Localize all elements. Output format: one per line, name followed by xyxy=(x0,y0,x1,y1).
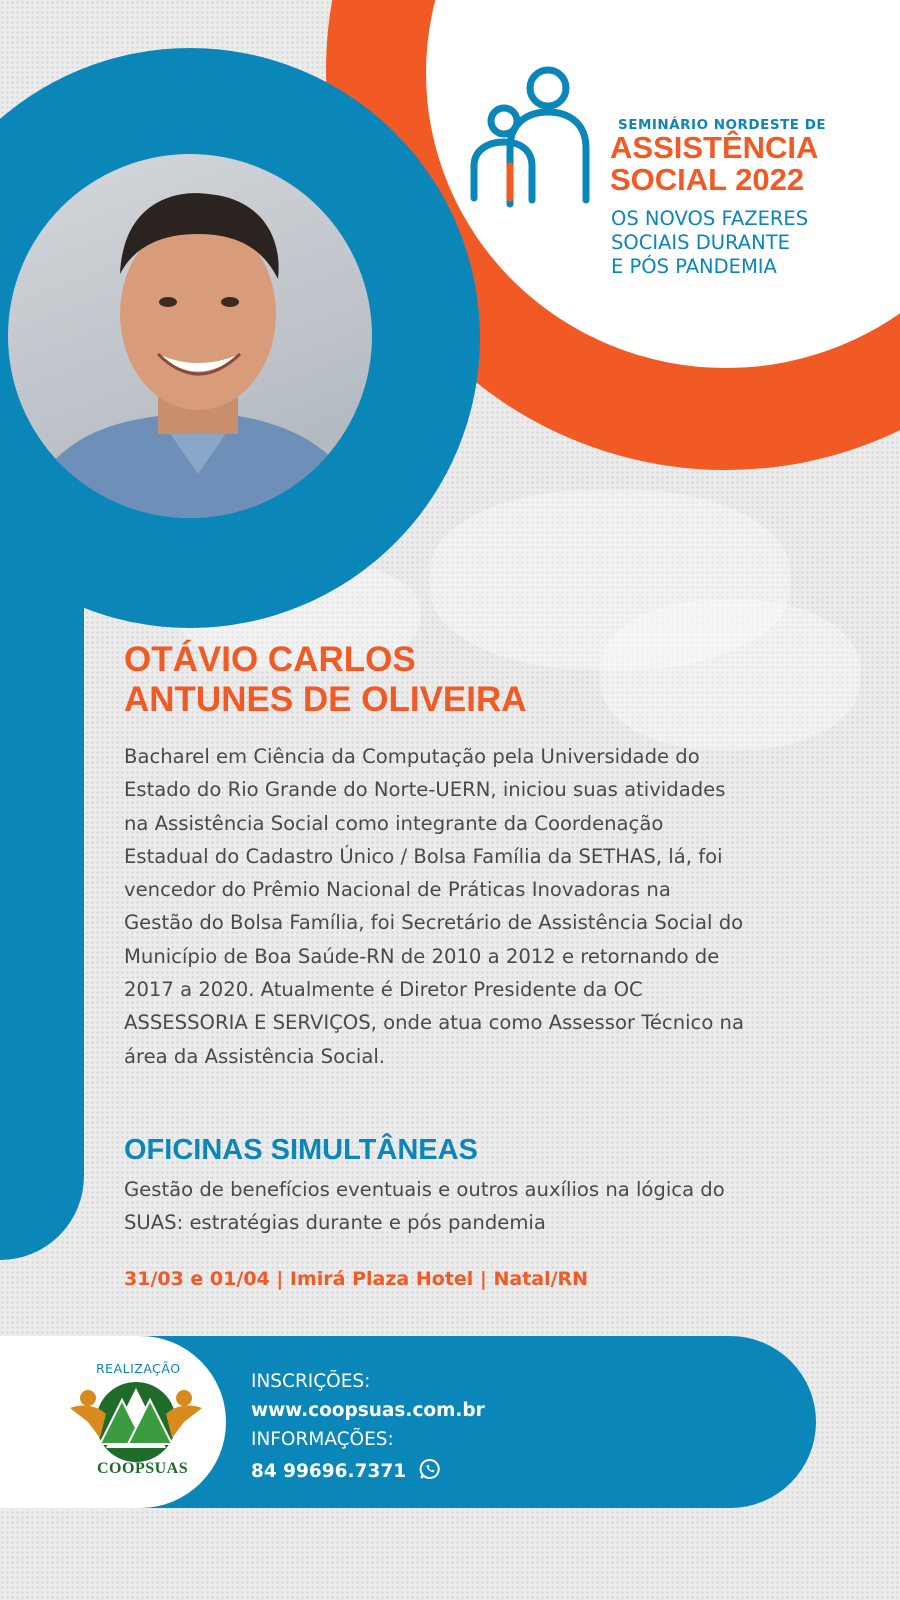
workshop-text: Gestão de benefícios eventuais e outros auxílios na lógica do SUAS: estratégias durante e pós pandemia xyxy=(124,1178,725,1235)
speaker-name: OTÁVIO CARLOS ANTUNES DE OLIVEIRA xyxy=(124,640,527,719)
speaker-photo xyxy=(8,154,372,518)
info-label: INFORMAÇÕES: xyxy=(251,1429,394,1450)
event-title xyxy=(610,132,818,196)
workshop-heading: OFICINAS SIMULTÂNEAS xyxy=(124,1134,478,1166)
realizacao-label: REALIZAÇÃO xyxy=(96,1361,181,1376)
speaker-portrait-illustration xyxy=(8,154,372,518)
event-date-location: 31/03 e 01/04 | Imirá Plaza Hotel | Natal/RN xyxy=(124,1268,589,1290)
event-title-line-2: SOCIAL 2022 xyxy=(610,162,805,197)
map-shape xyxy=(600,600,860,750)
coopsuas-logo xyxy=(66,1378,206,1462)
event-title-line-1: ASSISTÊNCIA xyxy=(610,130,819,165)
registration-label: INSCRIÇÕES: xyxy=(251,1371,371,1392)
website-link[interactable]: www.coopsuas.com.br xyxy=(251,1400,485,1421)
people-logo-icon xyxy=(470,66,600,208)
event-subtitle: OS NOVOS FAZERES SOCIAIS DURANTE E PÓS PANDEMIA xyxy=(611,207,809,278)
whatsapp-icon xyxy=(419,1458,441,1480)
speaker-bio: Bacharel em Ciência da Computação pela Universidade do Estado do Rio Grande do Norte-UERN, iniciou suas atividades na Assistência Social como integrante da Coordenação Estadual do Cadastro Único / Bolsa Família da SETHAS, lá, foi vencedor do Prêmio Nacional de Práticas Inovadoras na Gestão do Bolsa Família, foi Secretário de Assistência Social do Município de Boa Saúde-RN de 2010 a 2012 e retornando de 2017 a 2020. Atualmente é Diretor Presidente da OC ASSESSORIA E SERVIÇOS, onde atua como Assessor Técnico na área da Assistência Social. xyxy=(124,745,744,1068)
coopsuas-logo-text: COOPSUAS xyxy=(97,1460,189,1477)
event-top-line: SEMINÁRIO NORDESTE DE xyxy=(618,117,827,133)
phone-row xyxy=(251,1458,441,1482)
phone-number[interactable]: 84 99696.7371 xyxy=(251,1461,407,1482)
